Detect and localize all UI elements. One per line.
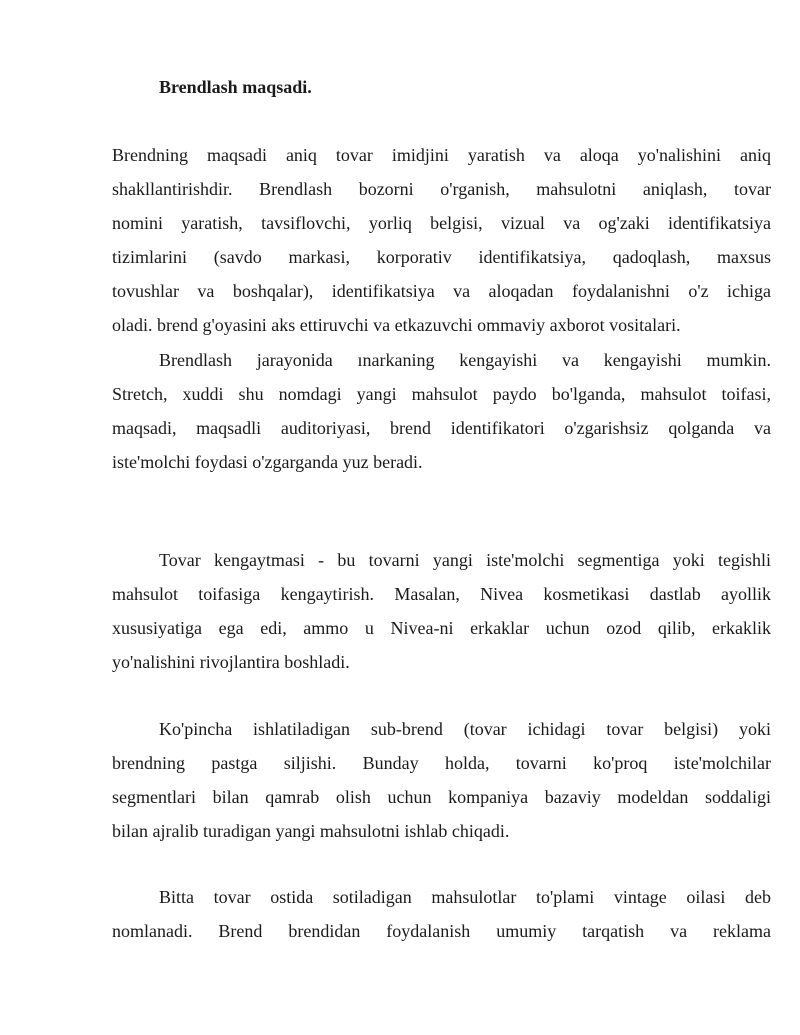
paragraph-2 (112, 343, 771, 479)
paragraph-line: Stretch, xuddi shu nomdagi yangi mahsulot paydo bo'lganda, mahsulot toifasi, (112, 384, 771, 404)
paragraph-1 (112, 138, 771, 342)
paragraph-5 (112, 880, 771, 948)
paragraph-line: nomini yaratish, tavsiflovchi, yorliq belgisi, vizual va og'zaki identifikatsiya (112, 213, 771, 233)
paragraph-line: shakllantirishdir. Brendlash bozorni o'rganish, mahsulotni aniqlash, tovar (112, 179, 771, 199)
section-heading: Brendlash maqsadi. (159, 77, 312, 97)
paragraph-line: segmentlari bilan qamrab olish uchun kompaniya bazaviy modeldan soddaligi (112, 787, 771, 807)
paragraph-line: yo'nalishini rivojlantira boshladi. (112, 652, 350, 672)
paragraph-line: nomlanadi. Brend brendidan foydalanish umumiy tarqatish va reklama (112, 921, 771, 941)
paragraph-line: bilan ajralib turadigan yangi mahsulotni ishlab chiqadi. (112, 821, 510, 841)
paragraph-4 (112, 712, 771, 848)
paragraph-line: Brendlash jarayonida ınarkaning kengayishi va kengayishi mumkin. (159, 350, 771, 370)
paragraph-line: Bitta tovar ostida sotiladigan mahsulotlar to'plami vintage oilasi deb (159, 887, 771, 907)
paragraph-line: Ko'pincha ishlatiladigan sub-brend (tovar ichidagi tovar belgisi) yoki (159, 719, 771, 739)
paragraph-line: brendning pastga siljishi. Bunday holda, tovarni ko'proq iste'molchilar (112, 753, 771, 773)
paragraph-line: tizimlarini (savdo markasi, korporativ identifikatsiya, qadoqlash, maxsus (112, 247, 771, 267)
paragraph-line: Tovar kengaytmasi - bu tovarni yangi iste'molchi segmentiga yoki tegishli (159, 550, 771, 570)
paragraph-line: tovushlar va boshqalar), identifikatsiya va aloqadan foydalanishni o'z ichiga (112, 281, 771, 301)
paragraph-line: oladi. brend g'oyasini aks ettiruvchi va etkazuvchi ommaviy axborot vositalari. (112, 315, 681, 335)
paragraph-line: xususiyatiga ega edi, ammo u Nivea-ni erkaklar uchun ozod qilib, erkaklik (112, 618, 771, 638)
paragraph-line: Brendning maqsadi aniq tovar imidjini yaratish va aloqa yo'nalishini aniq (112, 145, 771, 165)
paragraph-line: iste'molchi foydasi o'zgarganda yuz beradi. (112, 452, 423, 472)
paragraph-3 (112, 543, 771, 679)
paragraph-line: maqsadi, maqsadli auditoriyasi, brend identifikatori o'zgarishsiz qolganda va (112, 418, 771, 438)
paragraph-line: mahsulot toifasiga kengaytirish. Masalan, Nivea kosmetikasi dastlab ayollik (112, 584, 771, 604)
